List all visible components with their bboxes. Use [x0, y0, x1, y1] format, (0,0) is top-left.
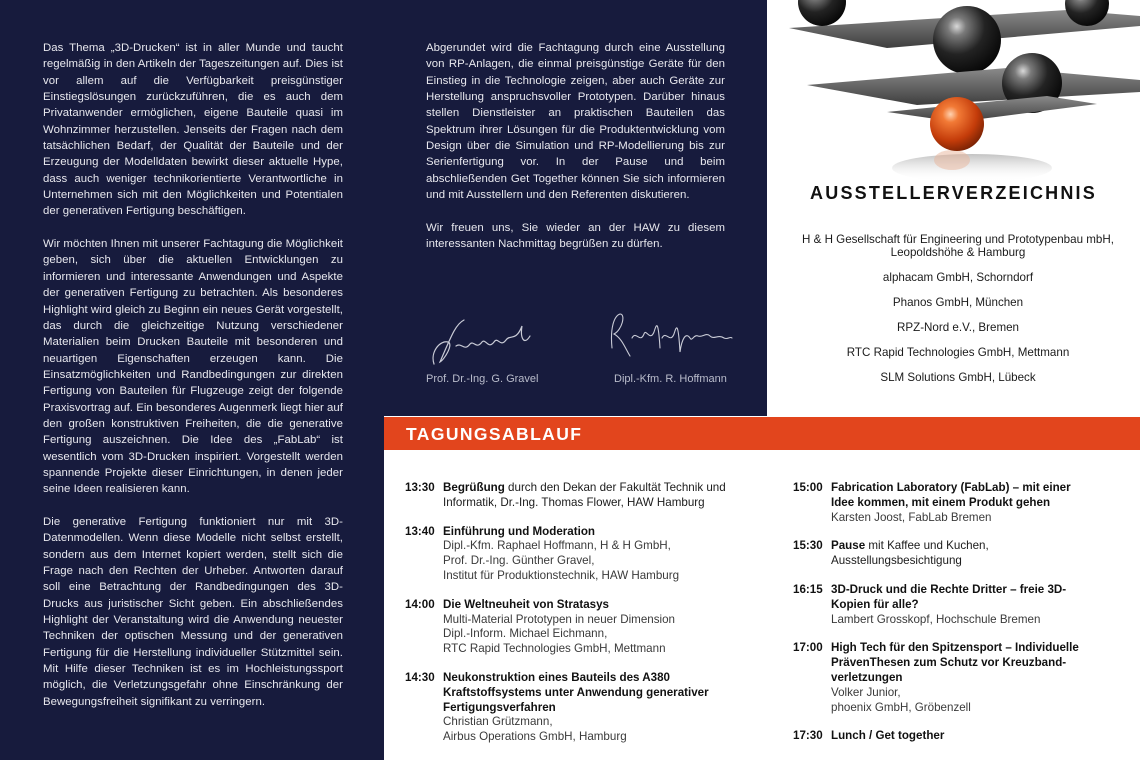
- agenda-speaker-line: Lambert Grosskopf, Hochschule Bremen: [831, 612, 1041, 626]
- signature-gravel-name: Prof. Dr.-Ing. G. Gravel: [426, 373, 539, 385]
- signature-hoffmann-graphic: [606, 308, 736, 372]
- agenda-column-left: [405, 481, 750, 759]
- welcome-paragraph: Abgerundet wird die Fachtagung durch eine Ausstellung von RP-Anlagen, die einmal preisgünstige Geräte für den Einstieg in die Technologie zeigen, aber auch Geräte zur Herstellung anspruchsvoller Prototypen. Darüber hinaus stellen Dienstleister an praktischen Bauteilen das Spektrum ihrer Lösungen für die Produktentwicklung vom Design über die Simulation und RP-Modellierung bis zur Serienfertigung vor. In der Pause und beim abschließenden Get Together können Sie sich informieren und mit Ausstellern und den Referenten diskutieren.: [426, 42, 725, 202]
- welcome-paragraph: Wir freuen uns, Sie wieder an der HAW zu diesem interessanten Nachmittag begrüßen zu dürfen.: [426, 221, 725, 251]
- agenda-body: [831, 583, 1093, 627]
- agenda-speaker-line: Karsten Joost, FabLab Bremen: [831, 510, 992, 524]
- agenda-body: [443, 598, 750, 657]
- agenda-column-right: [793, 481, 1093, 758]
- intro-paragraph: Die generative Fertigung funktioniert nur mit 3D-Datenmodellen. Wenn diese Modelle nicht selbst erstellt, sondern aus dem Internet kopiert werden, stellt sich die Frage nach den Rechten der Urheber. Antworten darauf soll eine Betrachtung der Randbedingungen des 3D-Drucks aus juristischer Sicht geben. Ein abschließendes Highlight der Veranstaltung wird die Anwendung neuester Techniken der optischen Messung und der generativen Fertigung für die Herstellung individueller Stützmittel sein. Mit Hilfe dieser Techniken ist es im Hochleistungssport möglich, die Verletzungsgefahr ohne Einschränkung der Bewegungsfreiheit signifikant zu verringern.: [43, 515, 343, 708]
- agenda-speaker-line: Multi-Material Prototypen in neuer Dimension: [443, 612, 675, 626]
- agenda-time: 16:15: [793, 582, 823, 596]
- agenda-time: 17:30: [793, 729, 823, 743]
- agenda-body: [831, 641, 1093, 715]
- exhibitor-entry: alphacam GmbH, Schorndorf: [882, 271, 1034, 285]
- exhibitor-heading: AUSSTELLERVERZEICHNIS: [810, 183, 1097, 203]
- agenda-body: [443, 671, 750, 745]
- agenda-time: 15:30: [793, 539, 823, 553]
- agenda-talk-title: Lunch / Get together: [831, 729, 945, 743]
- agenda-item: [793, 583, 1093, 627]
- agenda-body: [831, 539, 1093, 569]
- agenda-time: 13:40: [405, 524, 435, 538]
- agenda-title: TAGUNGSABLAUF: [406, 424, 583, 444]
- agenda-speaker-line: RTC Rapid Technologies GmbH, Mettmann: [443, 642, 666, 656]
- agenda-talk-info: mit Kaffee und Kuchen, Ausstellungsbesichtigung: [831, 539, 989, 568]
- agenda-time: 14:30: [405, 670, 435, 684]
- agenda-talk-title: Pause: [831, 539, 866, 553]
- agenda-time: 17:00: [793, 641, 823, 655]
- agenda-item: [793, 641, 1093, 715]
- agenda-body: [443, 481, 750, 511]
- signature-hoffmann-name: Dipl.-Kfm. R. Hoffmann: [614, 373, 727, 385]
- intro-text: [43, 40, 343, 726]
- agenda-speaker-line: Dipl.-Inform. Michael Eichmann,: [443, 627, 608, 641]
- balance-spheres-illustration: [767, 0, 1140, 185]
- agenda-body: [831, 729, 1093, 744]
- agenda-talk-title: Die Weltneuheit von Stratasys: [443, 597, 610, 611]
- agenda-speaker-line: Christian Grützmann,: [443, 715, 553, 729]
- exhibitor-list: [797, 233, 1119, 396]
- exhibitor-entry: Phanos GmbH, München: [892, 296, 1024, 310]
- agenda-talk-title: Einführung und Moderation: [443, 524, 595, 538]
- agenda-speaker-line: Airbus Operations GmbH, Hamburg: [443, 730, 627, 744]
- exhibitor-entry: SLM Solutions GmbH, Lübeck: [880, 371, 1036, 385]
- exhibitor-entry: RTC Rapid Technologies GmbH, Mettmann: [846, 346, 1070, 360]
- agenda-talk-title: Fabrication Laboratory (FabLab) – mit einer Idee kommen, mit einem Produkt gehen: [831, 481, 1071, 509]
- signature-gravel-graphic: [426, 312, 536, 372]
- agenda-time: 14:00: [405, 597, 435, 611]
- agenda-time: 15:00: [793, 481, 823, 494]
- agenda-speaker-line: Institut für Produktionstechnik, HAW Hamburg: [443, 568, 680, 582]
- agenda-header-bar: [384, 417, 1140, 450]
- agenda-talk-title: Neukonstruktion eines Bauteils des A380 Kraftstoffsystems unter Anwendung generativer Fertigungsverfahren: [443, 670, 709, 714]
- agenda-item: [793, 539, 1093, 569]
- agenda-speaker-line: Dipl.-Kfm. Raphael Hoffmann, H & H GmbH,: [443, 539, 671, 553]
- agenda-talk-title: Begrüßung: [443, 481, 505, 494]
- agenda-speaker-line: Volker Junior,: [831, 685, 901, 699]
- exhibitor-entry: H & H Gesellschaft für Engineering und Prototypenbau mbH, Leopoldshöhe & Hamburg: [802, 233, 1114, 260]
- agenda-item: [405, 481, 750, 511]
- intro-paragraph: Wir möchten Ihnen mit unserer Fachtagung die Möglichkeit geben, sich über die aktuellen Entwicklungen zu informieren und interessante Anwendungen und Aspekte der generativen Fertigung zu betrachten. Als besonderes Highlight wird gleich zu Beginn ein neues Gerät vorgestellt, das durch die gleichzeitige Nutzung verschiedener Materialien beim Drucken Bauteile mit besonderen und neuartigen Eigenschaften erzeugen kann. Die Einsatzmöglichkeiten und Randbedingungen zur direkten Fertigung von Bauteilen für Flugzeuge zeigt der folgende Praxisvortrag auf. Ein besonderes Augenmerk liegt hier auf den großen konstruktiven Freiheiten, die die generative Fertigung auszeichnen. Die Idee des „FabLab“ ist wesentlich vom 3D-Drucken inspiriert. Vorgestellt werden spannende Projekte dieser Einrichtungen, in denen jeder seine Ideen realisieren kann.: [43, 238, 343, 496]
- agenda-talk-title: 3D-Druck und die Rechte Dritter – freie 3D-Kopien für alle?: [831, 582, 1067, 611]
- welcome-text: [426, 40, 725, 269]
- agenda-body: [831, 481, 1093, 525]
- agenda-talk-title: High Tech für den Spitzensport – Individuelle PrävenThesen zum Schutz vor Kreuzband-verletzungen: [831, 641, 1079, 684]
- agenda-item: [405, 525, 750, 584]
- agenda-item: [793, 481, 1093, 525]
- agenda-body: [443, 525, 750, 584]
- agenda-item: [405, 671, 750, 745]
- intro-paragraph: Das Thema „3D-Drucken“ ist in aller Munde und taucht regelmäßig in den Artikeln der Tageszeitungen auf. Dies ist vor allem auf die Verfügbarkeit preisgünstiger Einstiegslösungen zurückzuführen, die es auch dem Privatanwender ermöglichen, eigene Bauteile quasi im Wohnzimmer herzustellen. Jenseits der Fragen nach dem tatsächlichen Bedarf, der Qualität der Bauteile und der Erzeugung der Modelldaten bewirkt dieser aktuelle Hype, dass auch weniger technikorientierte Verantwortliche in Unternehmen sich mit den Möglichkeiten und Potentialen der generativen Fertigung beschäftigen.: [43, 42, 343, 218]
- agenda-talk-info: durch den Dekan der Fakultät Technik und Informatik, Dr.-Ing. Thomas Flower, HAW Hamburg: [443, 481, 726, 509]
- agenda-time: 13:30: [405, 481, 435, 494]
- agenda-item: [405, 598, 750, 657]
- agenda-speaker-line: phoenix GmbH, Gröbenzell: [831, 700, 971, 714]
- agenda-item: [793, 729, 1093, 744]
- exhibitor-entry: RPZ-Nord e.V., Bremen: [897, 321, 1019, 335]
- agenda-speaker-line: Prof. Dr.-Ing. Günther Gravel,: [443, 554, 595, 568]
